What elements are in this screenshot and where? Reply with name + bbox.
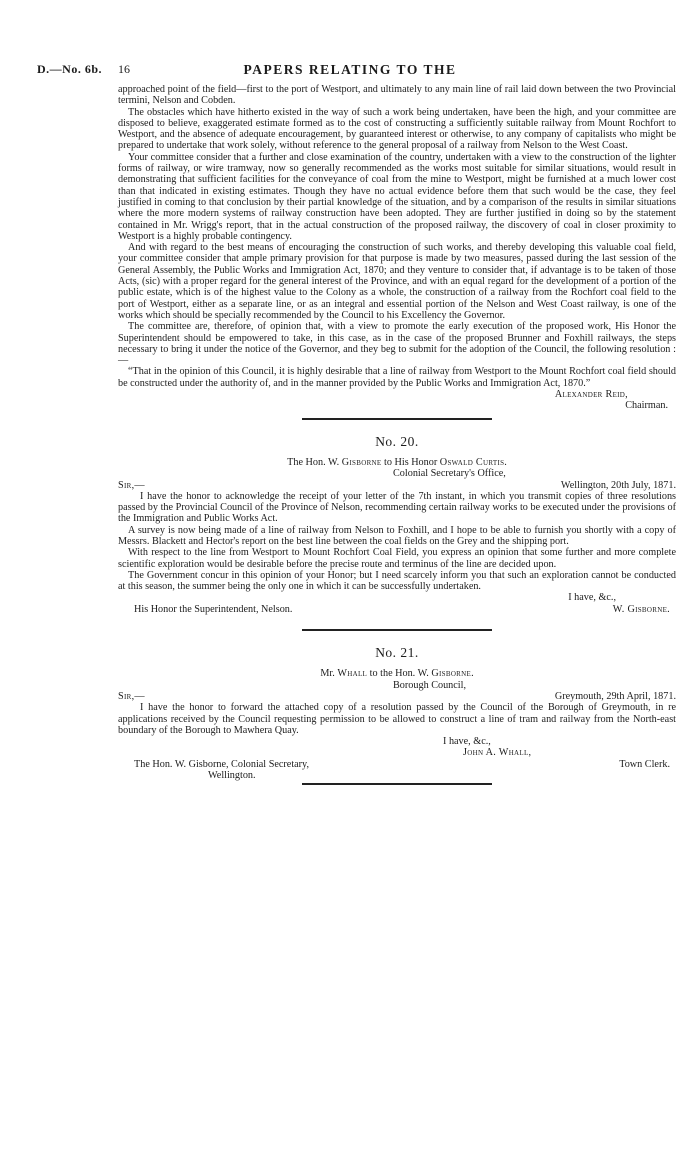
- letter-paragraph: I have the honor to forward the attached copy of a resolution passed by the Council of the Borough of Greymouth, in re applications received by the Council requesting permission to be allowed to construct a line of tram and railway from the North-east boundary of the Borough to Mawhera Quay.: [118, 702, 676, 736]
- running-title: PAPERS RELATING TO THE: [243, 62, 457, 77]
- section-divider: [302, 418, 492, 420]
- letter-paragraph: With respect to the line from Westport to Mount Rochfort Coal Field, you express an opinion that some further and more complete scientific exploration would be desirable before the precise route and terminus of the line are decided upon.: [118, 547, 676, 570]
- letter-paragraph: The Government concur in this opinion of your Honor; but I need scarcely inform you that such an exploration cannot be conducted at this season, the summer being the only one in which it can be successfully undertaken.: [118, 569, 676, 593]
- section-divider: [302, 629, 492, 631]
- letter-date: Greymouth, 29th April, 1871.: [554, 690, 676, 702]
- letter-paragraph: I have the honor to acknowledge the receipt of your letter of the 7th instant, in which you transmit copies of three resolutions passed by the Provincial Council of the Province of Nelson, recommending certain railway works to be executed under the provisions of the Immigration and Public Works Act.: [118, 490, 676, 525]
- salutation: Sir,—: [118, 690, 145, 702]
- report-paragraph: And with regard to the best means of encouraging the construction of such works, and thereby developing this valuable coal field, your committee consider that ample primary provision for that purpose is made by two measures, passed during the last session of the General Assembly, the Public Works and Immigration Act, 1870; and they venture to consider that, if advantage is to be taken of those Acts, (sic) with a proper regard for the general interest of the Province, and with an equal regard for the development of a portion of the public estate, which is of the highest value to the Colony as a whole, the construction of a railway from the Rochfort coal field to the port of Westport, either as a separate line, or as an integral and essential portion of the Nelson and West Coast railway, is one of the works which should be specially recommended by the Council to his Excellency the Governor.: [118, 242, 676, 321]
- section-divider: [302, 783, 492, 785]
- letter-addressee: His Honor the Superintendent, Nelson.: [134, 603, 293, 615]
- letter-signer: W. Gisborne.: [612, 603, 670, 615]
- salutation-row: [118, 691, 676, 702]
- letter-from-to: Mr. Whall to the Hon. W. Gisborne.: [320, 668, 474, 680]
- letter-paragraph: A survey is now being made of a line of railway from Nelson to Foxhill, and I hope to be able to furnish you shortly with a copy of Messrs. Blackett and Hector's report on the best line between the coal fields on the Grey and the shipping port.: [118, 524, 676, 547]
- report-paragraph: approached point of the field—first to the port of Westport, and ultimately to any main line of rail laid down between the two Provincial termini, Nelson and Cobden.: [118, 84, 676, 107]
- page-number: 16: [118, 62, 130, 76]
- letter-closing: I have, &c.,: [568, 592, 616, 604]
- addressee-row: [118, 604, 676, 615]
- letter-office: Borough Council,: [393, 679, 467, 691]
- page-body: [118, 84, 676, 785]
- letter-no-20: [118, 433, 676, 615]
- letter-number: No. 21.: [375, 645, 419, 661]
- committee-report: [118, 84, 676, 412]
- salutation-row: [118, 480, 676, 491]
- report-signer-title: Chairman.: [625, 400, 668, 412]
- letter-closing: I have, &c.,: [443, 736, 491, 748]
- letter-date: Wellington, 20th July, 1871.: [560, 479, 676, 491]
- letter-signer-title: Town Clerk.: [619, 758, 670, 770]
- letter-signer: John A. Whall,: [463, 747, 532, 759]
- letter-no-21: [118, 647, 676, 781]
- salutation: Sir,—: [118, 479, 145, 491]
- letter-addressee: The Hon. W. Gisborne, Colonial Secretary,: [134, 758, 310, 770]
- letter-from-to: The Hon. W. Gisborne to His Honor Oswald Curtis.: [287, 456, 507, 468]
- letter-office: Colonial Secretary's Office,: [393, 468, 506, 480]
- report-paragraph: The obstacles which have hitherto existed in the way of such a work being undertaken, have been the high, and your committee are disposed to believe, exaggerated estimate formed as to the cost of constructing a sufficiently suitable railway from Mount Rochfort to Westport, and the absence of adequate encouragement, by guaranteed interest or otherwise, to any company of capitalists who might be prepared to undertake that work solely, without reference to the general proposal of a railway from Nelson to the West Coast.: [118, 106, 676, 152]
- resolution-text: “That in the opinion of this Council, it is highly desirable that a line of railway from Westport to the Mount Rochfort coal field should be constructed under the authority of, and in the manner provided by the Public Works and Immigration Act, 1870.”: [118, 366, 676, 389]
- report-paragraph: The committee are, therefore, of opinion that, with a view to promote the early execution of the proposed work, His Honor the Superintendent should be empowered to take, in this case, as in the case of the proposed Brunner and Foxhill railways, the steps necessary to bring it under the notice of the Governor, and they beg to submit for the adoption of the Council, the following resolution :—: [118, 321, 676, 367]
- letter-addressee-city: Wellington.: [208, 770, 256, 782]
- addressee-row: [118, 759, 676, 770]
- letter-number: No. 20.: [375, 433, 419, 449]
- report-signer: Alexander Reid,: [554, 389, 628, 401]
- report-paragraph: Your committee consider that a further and close examination of the country, undertaken with a view to the construction of the lighter forms of railway, or wire tramway, now so generally recommended as the works most suitable for similar situations, would result in demonstrating that sufficient facilities for the conveyance of coal from the mine to Westport, might be furnished at a much lower cost than that indicated in existing estimates. Though they have no actual evidence before them that such would be the case, they feel justified in coming to that conclusion by their partial knowledge of the situation, and by a comparison of the results in similar situations where the more modern systems of railway construction have been adopted. They are further justified in doing so by the statement contained in Mr. Wrigg's report, that in the actual construction of the proposed railway, the discovery of coal in closer proximity to Westport is a highly probable contingency.: [118, 151, 676, 242]
- page-header: [0, 62, 700, 82]
- document-reference: D.—No. 6b.: [37, 62, 103, 76]
